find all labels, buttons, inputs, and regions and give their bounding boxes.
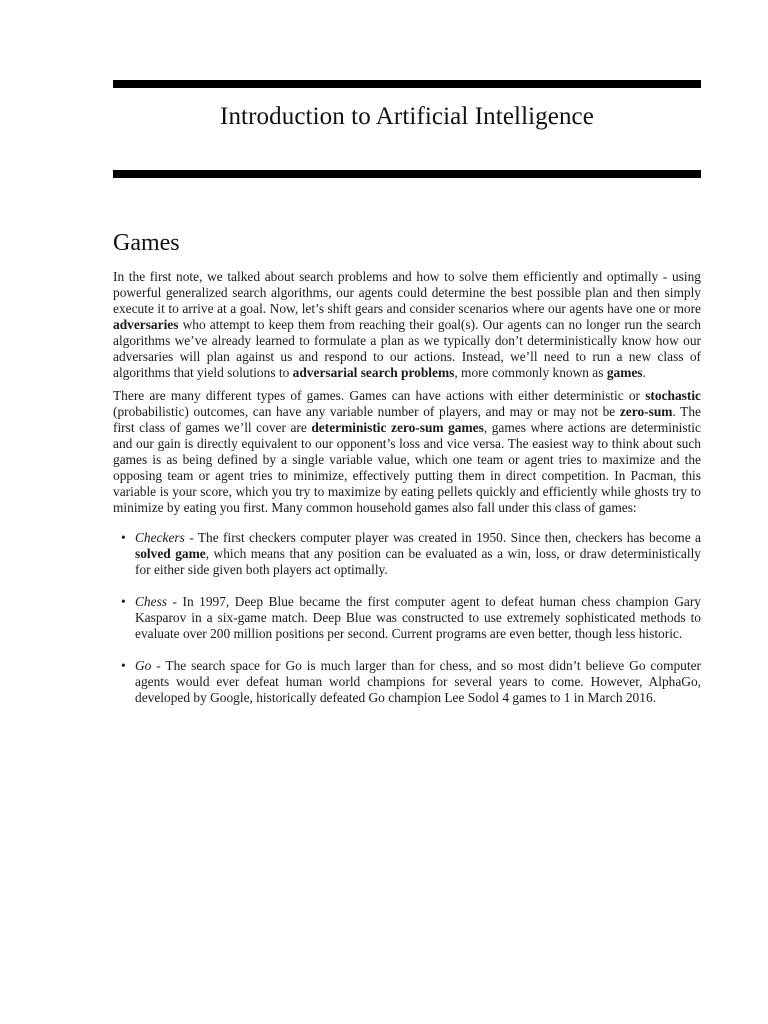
text-span: There are many different types of games. Games can have actions with either deterministic or [113, 388, 646, 403]
bullet-icon: • [121, 594, 126, 609]
header-bottom-rule [113, 170, 701, 178]
games-list [113, 530, 701, 706]
paragraph-intro [113, 269, 701, 381]
text-span: (probabilistic) outcomes, can have any variable number of players, and may or may not be [113, 404, 620, 419]
text-span: , games where actions are deterministic and our gain is directly equivalent to our opponent’s loss and vice versa. The easiest way to think about such games is as being defined by a single variable value, which one team or agent tries to maximize and the opposing team or agent tries to minimize, effectively putting them in direct competition. In Pacman, this variable is your score, which you try to maximize by eating pellets quickly and efficiently while ghosts try to minimize by eating you first. Many common household games also fall under this class of games: [113, 420, 701, 515]
text-span: - In 1997, Deep Blue became the first computer agent to defeat human chess champion Gary Kasparov in a six-game match. Deep Blue was constructed to use extremely sophisticated methods to evaluate over 200 million positions per second. Current programs are even better, though less historic. [135, 594, 701, 641]
text-span: - The first checkers computer player was created in 1950. Since then, checkers has become a [184, 530, 701, 545]
text-span: . The first class of games we’ll cover are [113, 404, 701, 435]
document-title: Introduction to Artificial Intelligence [220, 103, 594, 130]
text-span: , more commonly known as [454, 365, 607, 380]
section-heading: Games [113, 230, 180, 256]
bold-term: solved game [135, 546, 206, 561]
text-span: , which means that any position can be evaluated as a win, loss, or draw deterministically for either side given both players act optimally. [135, 546, 701, 577]
bullet-icon: • [121, 530, 126, 545]
text-span: . [642, 365, 646, 380]
text-span: - The search space for Go is much larger than for chess, and so most didn’t believe Go computer agents would ever defeat human world champions for several years to come. However, AlphaGo, developed by Google, historically defeated Go champion Lee Sodol 4 games to 1 in March 2016. [135, 658, 701, 705]
list-item-checkers [121, 530, 701, 578]
game-name: Chess [135, 594, 167, 609]
section-body [113, 269, 701, 722]
text-span: In the first note, we talked about search problems and how to solve them efficiently and optimally - using powerful generalized search algorithms, our agents could determine the best possible plan and then simply execute it to arrive at a goal. Now, let’s shift gears and consider scenarios where our agents have one or more [113, 269, 701, 316]
list-item-chess [121, 594, 701, 642]
header-top-rule [113, 80, 701, 88]
bold-term: deterministic zero-sum games [311, 420, 484, 435]
bullet-icon: • [121, 658, 126, 673]
bold-term: stochastic [645, 388, 701, 403]
game-name: Checkers [135, 530, 185, 545]
list-item-go [121, 658, 701, 706]
bold-term: adversaries [113, 317, 179, 332]
text-span: who attempt to keep them from reaching their goal(s). Our agents can no longer run the search algorithms we’ve already learned to formulate a plan as we typically don’t deterministically know how our adversaries will plan against us and respond to our actions. Instead, we’ll need to run a new class of algorithms that yield solutions to [113, 317, 701, 380]
bold-term: adversarial search problems [292, 365, 455, 380]
game-name: Go [135, 658, 152, 673]
bold-term: games [606, 365, 643, 380]
bold-term: zero-sum [619, 404, 673, 419]
paragraph-game-types [113, 388, 701, 516]
